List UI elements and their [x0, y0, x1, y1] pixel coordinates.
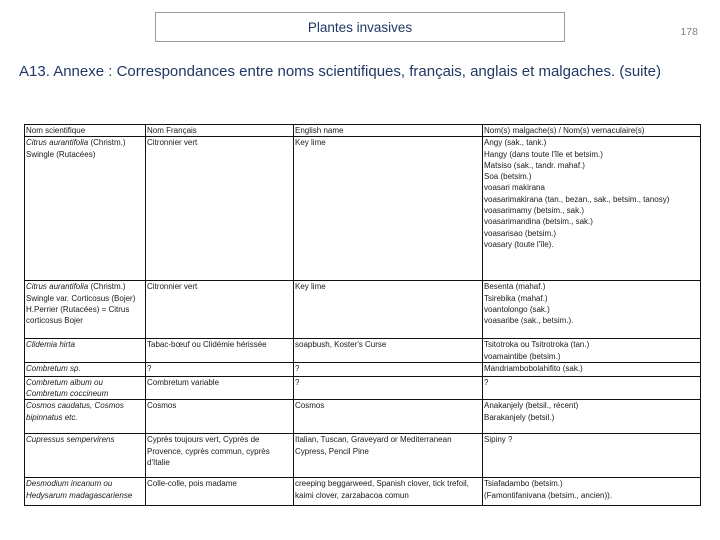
scientific-name: Clidemia hirta — [26, 340, 75, 350]
malagasy-names-cell — [483, 400, 701, 434]
malagasy-name: Anakanjely (betsil., récent) — [484, 401, 579, 411]
table-header-row — [25, 125, 701, 137]
malagasy-name: voasari makirana — [484, 183, 545, 193]
malagasy-names-cell — [483, 434, 701, 478]
scientific-name-cell — [25, 281, 146, 339]
malagasy-name: voasaribe (sak., betsim.). — [484, 316, 574, 326]
english-name-cell: Italian, Tuscan, Graveyard or Mediterranean Cypress, Pencil Pine — [294, 434, 483, 478]
malagasy-name: voantolongo (sak.) — [484, 304, 550, 314]
malagasy-names-cell — [483, 376, 701, 400]
french-name-cell: Cyprès toujours vert, Cyprès de Provence, cyprès commun, cyprès d'Italie — [146, 434, 294, 478]
english-name-cell: soapbush, Koster's Curse — [294, 339, 483, 363]
english-name-cell: Key lime — [294, 137, 483, 281]
french-name-cell: ? — [146, 362, 294, 376]
malagasy-name: voasarimamy (betsim., sak.) — [484, 206, 585, 216]
malagasy-names-cell — [483, 137, 701, 281]
scientific-authority: (Christm.) Swingle (Rutacées) — [26, 138, 126, 159]
french-name-cell: Colle-colle, pois madame — [146, 478, 294, 506]
scientific-name-cell — [25, 137, 146, 281]
english-name-cell: Key lime — [294, 281, 483, 339]
malagasy-names-cell — [483, 478, 701, 506]
french-name-cell: Combretum variable — [146, 376, 294, 400]
french-name-cell: Citronnier vert — [146, 281, 294, 339]
malagasy-name: ? — [484, 377, 489, 387]
malagasy-name: Tsitotroka ou Tsitrotroka (tan.) — [484, 340, 590, 350]
table-row — [25, 434, 701, 478]
scientific-name: Cosmos caudatus, Cosmos bipinnatus etc. — [26, 401, 124, 422]
page-number: 178 — [680, 26, 698, 38]
table-row — [25, 478, 701, 506]
scientific-name-cell — [25, 376, 146, 400]
malagasy-name: voasarimandina (betsim., sak.) — [484, 217, 593, 227]
malagasy-name: Matsiso (sak., tandr. mahaf.) — [484, 160, 585, 170]
scientific-name: Citrus aurantifolia — [26, 282, 89, 292]
malagasy-name: Hangy (dans toute l'île et betsim.) — [484, 149, 603, 159]
scientific-authority: (Christm.) Swingle var. Corticosus (Bojer) H.Perrier (Rutacées) = Citrus corticosus Bojer — [26, 282, 136, 326]
scientific-name-cell — [25, 478, 146, 506]
malagasy-name: Tsirebika (mahaf.) — [484, 293, 548, 303]
malagasy-name: voasarimakirana (tan., bezan., sak., betsim., tanosy) — [484, 194, 670, 204]
malagasy-name: Sipiny ? — [484, 435, 513, 445]
scientific-name: Cupressus sempervirens — [26, 435, 115, 445]
malagasy-name: Besenta (mahaf.) — [484, 282, 546, 292]
malagasy-name: voasarisao (betsim.) — [484, 228, 557, 238]
malagasy-name: Soa (betsim.) — [484, 172, 532, 182]
english-name-cell: Cosmos — [294, 400, 483, 434]
scientific-name: Combretum sp. — [26, 363, 81, 373]
malagasy-name: voamaintibe (betsim.) — [484, 351, 561, 361]
malagasy-names-cell — [483, 362, 701, 376]
malagasy-name: Angy (sak., tank.) — [484, 138, 547, 148]
column-header: Nom(s) malgache(s) / Nom(s) vernaculaire(s) — [483, 125, 701, 137]
table-row — [25, 376, 701, 400]
table-row — [25, 281, 701, 339]
table-body — [25, 125, 701, 506]
header-title-box — [155, 12, 565, 42]
scientific-name-cell — [25, 434, 146, 478]
malagasy-names-cell — [483, 339, 701, 363]
column-header: English name — [294, 125, 483, 137]
scientific-name-cell — [25, 362, 146, 376]
malagasy-name: Barakanjely (betsil.) — [484, 412, 555, 422]
scientific-name-cell — [25, 339, 146, 363]
french-name-cell: Citronnier vert — [146, 137, 294, 281]
malagasy-name: Mandriambobolahifito (sak.) — [484, 363, 583, 373]
section-heading: A13. Annexe : Correspondances entre noms scientifiques, français, anglais et malgaches. (suite) — [19, 63, 662, 80]
english-name-cell: creeping beggarweed, Spanish clover, tick trefoil, kaimi clover, zarzabacoa comun — [294, 478, 483, 506]
table-row — [25, 400, 701, 434]
table-row — [25, 137, 701, 281]
malagasy-name: Tsiafadambo (betsim.) — [484, 479, 563, 489]
scientific-name: Citrus aurantifolia — [26, 138, 89, 148]
french-name-cell: Cosmos — [146, 400, 294, 434]
english-name-cell: ? — [294, 362, 483, 376]
english-name-cell: ? — [294, 376, 483, 400]
malagasy-name: (Famontifanivana (betsim., ancien)). — [484, 490, 613, 500]
malagasy-names-cell — [483, 281, 701, 339]
scientific-name-cell — [25, 400, 146, 434]
column-header: Nom Français — [146, 125, 294, 137]
table-row — [25, 339, 701, 363]
correspondence-table — [24, 124, 701, 506]
column-header: Nom scientifique — [25, 125, 146, 137]
table-row — [25, 362, 701, 376]
french-name-cell: Tabac-bœuf ou Clidémie hérissée — [146, 339, 294, 363]
page-title: Plantes invasives — [307, 19, 413, 35]
scientific-name: Combretum album ou Combretum coccineum — [26, 377, 109, 399]
scientific-name: Desmodium incanum ou Hedysarum madagascariense — [26, 479, 133, 500]
malagasy-name: voasary (toute l'île). — [484, 239, 554, 249]
